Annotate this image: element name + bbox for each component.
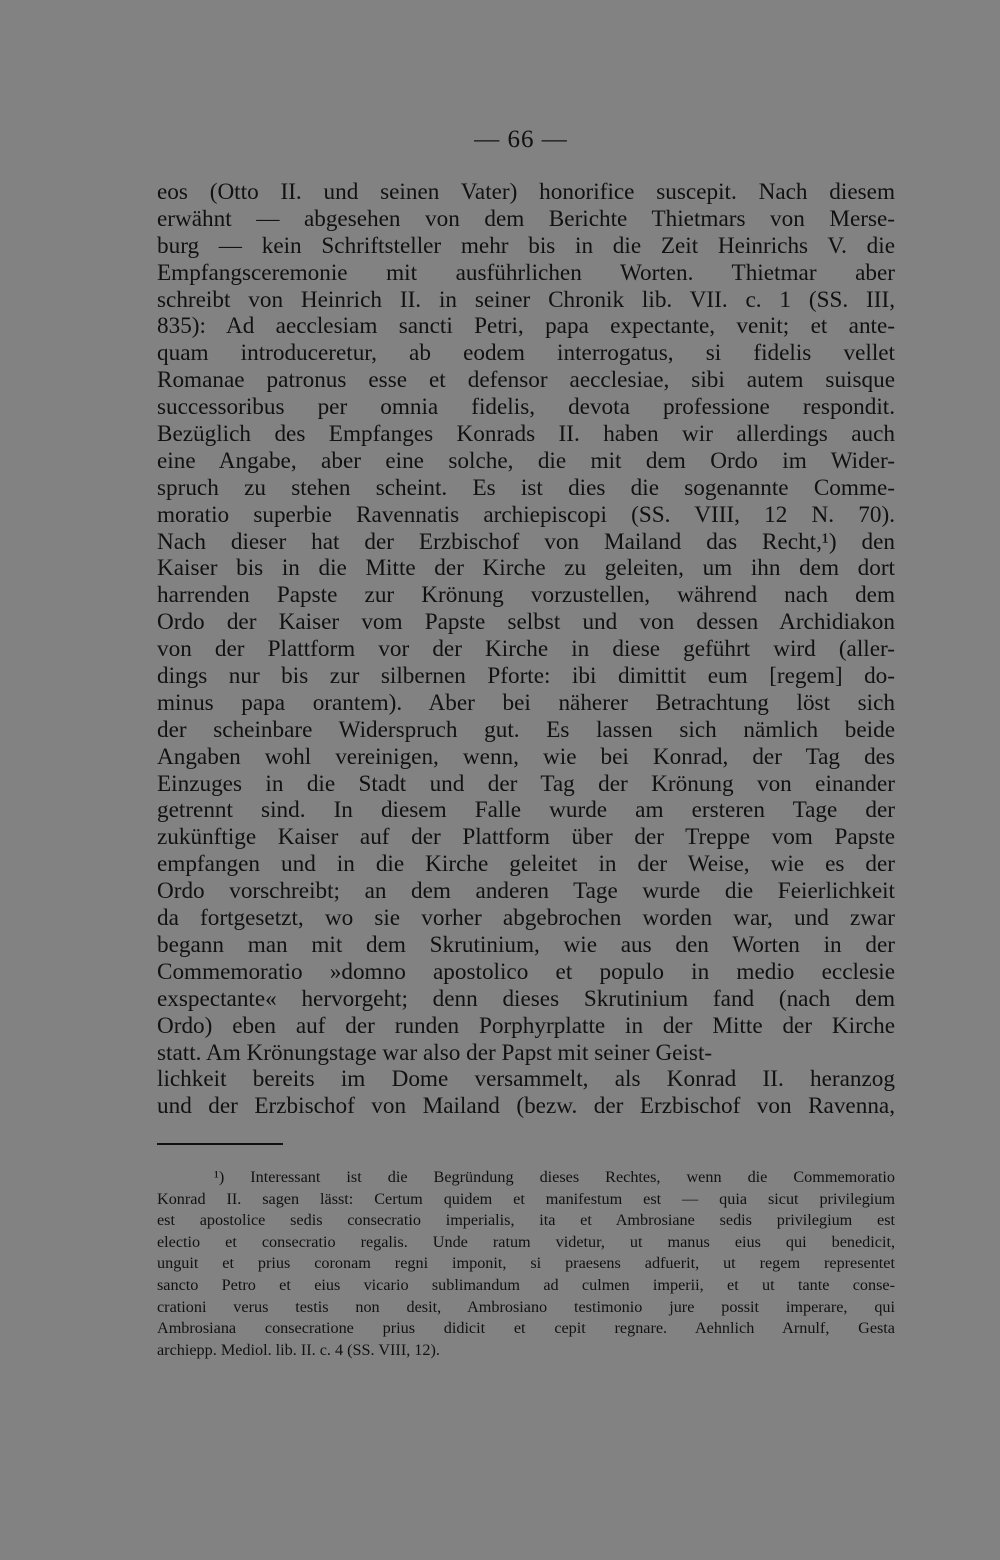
body-line: empfangen und in die Kirche geleitet in der Weise, wie es der: [157, 851, 895, 878]
body-line: 835): Ad aecclesiam sancti Petri, papa expectante, venit; et ante-: [157, 313, 895, 340]
body-line: quam introduceretur, ab eodem interrogatus, si fidelis vellet: [157, 340, 895, 367]
body-line: von der Plattform vor der Kirche in diese geführt wird (aller-: [157, 636, 895, 663]
body-line: lichkeit bereits im Dome versammelt, als Konrad II. heranzog: [157, 1066, 895, 1093]
body-line: Einzuges in die Stadt und der Tag der Krönung von einander: [157, 770, 895, 797]
body-line: moratio superbie Ravennatis archiepiscopi (SS. VIII, 12 N. 70).: [157, 501, 895, 528]
body-line: Nach dieser hat der Erzbischof von Mailand das Recht,¹) den: [157, 528, 895, 555]
body-line: harrenden Papste zur Krönung vorzustellen, während nach dem: [157, 582, 895, 609]
body-line: burg — kein Schriftsteller mehr bis in die Zeit Heinrichs V. die: [157, 232, 895, 259]
body-line: erwähnt — abgesehen von dem Berichte Thietmars von Merse-: [157, 205, 895, 232]
footnote-line: crationi verus testis non desit, Ambrosiano testimonio jure possit imperare, qui: [157, 1297, 895, 1316]
body-line: Bezüglich des Empfanges Konrads II. haben wir allerdings auch: [157, 421, 895, 448]
body-line: der scheinbare Widerspruch gut. Es lassen sich nämlich beide: [157, 716, 895, 743]
footnote-line: Ambrosiana consecratione prius didicit et cepit regnare. Aehnlich Arnulf, Gesta: [157, 1319, 895, 1338]
body-line: statt. Am Krönungstage war also der Papst mit seiner Geist-: [157, 1039, 713, 1066]
page-number: — 66 —: [474, 126, 568, 153]
body-line: getrennt sind. In diesem Falle wurde am ersteren Tage der: [157, 797, 895, 824]
body-line: Ordo) eben auf der runden Porphyrplatte in der Mitte der Kirche: [157, 1012, 895, 1039]
body-line: Romanae patronus esse et defensor aecclesiae, sibi autem suisque: [157, 367, 895, 394]
footnote-line: est apostolice sedis consecratio imperialis, ita et Ambrosiane sedis privilegium est: [157, 1211, 895, 1230]
footnote-line: unguit et prius coronam regni imponit, si praesens adfuerit, ut regem representet: [157, 1254, 895, 1273]
body-text: [157, 179, 895, 1120]
footnote-line: ¹) Interessant ist die Begründung dieses Rechtes, wenn die Commemoratio: [214, 1168, 895, 1186]
body-line: da fortgesetzt, wo sie vorher abgebrochen worden war, und zwar: [157, 905, 895, 932]
footnote-line: archiepp. Mediol. lib. II. c. 4 (SS. VIII, 12).: [157, 1340, 440, 1359]
footnote-line: sancto Petro et eius vicario sublimandum ad culmen imperii, et ut tante conse-: [157, 1275, 895, 1294]
body-line: zukünftige Kaiser auf der Plattform über der Treppe vom Papste: [157, 824, 895, 851]
body-line: successoribus per omnia fidelis, devota professione respondit.: [157, 394, 895, 421]
body-line: Ordo vorschreibt; an dem anderen Tage wurde die Feierlichkeit: [157, 878, 895, 905]
body-line: spruch zu stehen scheint. Es ist dies die sogenannte Comme-: [157, 474, 895, 501]
body-line: und der Erzbischof von Mailand (bezw. der Erzbischof von Ravenna,: [157, 1093, 895, 1120]
body-line: Commemoratio »domno apostolico et populo in medio ecclesie: [157, 958, 895, 985]
footnotes: [157, 1167, 895, 1361]
body-line: eos (Otto II. und seinen Vater) honorifice suscepit. Nach diesem: [157, 179, 895, 205]
body-line: Angaben wohl vereinigen, wenn, wie bei Konrad, der Tag des: [157, 743, 895, 770]
body-line: dings nur bis zur silbernen Pforte: ibi dimittit eum [regem] do-: [157, 663, 895, 690]
body-line: minus papa orantem). Aber bei näherer Betrachtung löst sich: [157, 689, 895, 716]
body-line: Kaiser bis in die Mitte der Kirche zu geleiten, um ihn dem dort: [157, 555, 895, 582]
body-line: Empfangsceremonie mit ausführlichen Worten. Thietmar aber: [157, 259, 895, 286]
body-line: begann man mit dem Skrutinium, wie aus den Worten in der: [157, 931, 895, 958]
body-line: exspectante« hervorgeht; denn dieses Skrutinium fand (nach dem: [157, 985, 895, 1012]
footnote-line: electio et consecratio regalis. Unde ratum videtur, ut manus eius qui benedicit,: [157, 1232, 895, 1251]
footnote-line: Konrad II. sagen lässt: Certum quidem et manifestum est — quia sicut privilegium: [157, 1189, 895, 1208]
body-line: schreibt von Heinrich II. in seiner Chronik lib. VII. c. 1 (SS. III,: [157, 286, 895, 313]
footnote-divider: [157, 1143, 283, 1145]
body-line: eine Angabe, aber eine solche, die mit dem Ordo im Wider-: [157, 447, 895, 474]
body-line: Ordo der Kaiser vom Papste selbst und von dessen Archidiakon: [157, 609, 895, 636]
